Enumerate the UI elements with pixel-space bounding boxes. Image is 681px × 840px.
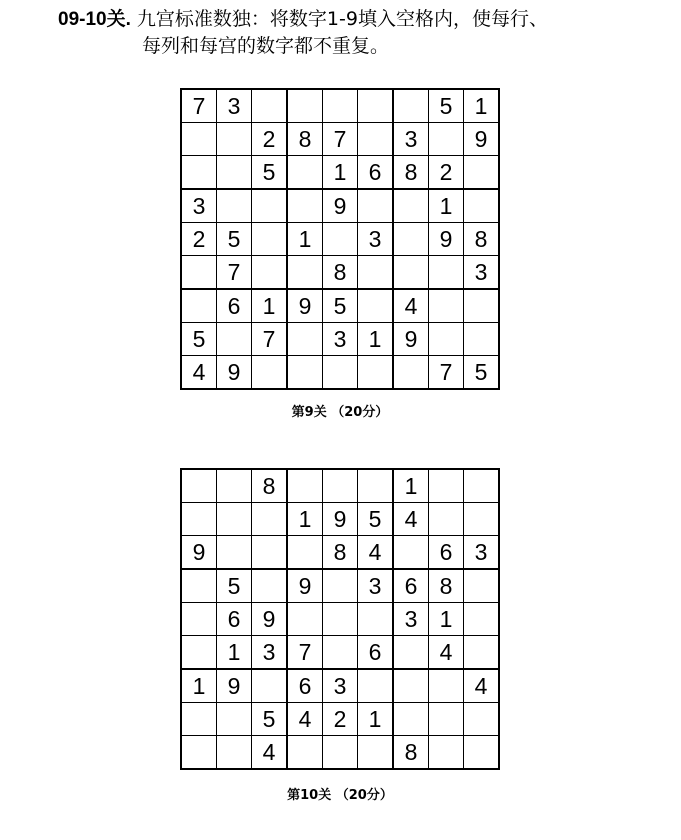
grid-row [181, 123, 499, 156]
empty-cell[interactable] [181, 503, 217, 536]
given-cell: 9 [181, 536, 217, 570]
sudoku-grid-level-9 [180, 88, 500, 390]
empty-cell[interactable] [464, 323, 500, 356]
empty-cell[interactable] [393, 189, 429, 223]
given-cell: 8 [464, 223, 500, 256]
empty-cell[interactable] [358, 469, 394, 503]
empty-cell[interactable] [323, 569, 358, 603]
grid-row [181, 569, 499, 603]
given-cell: 5 [464, 356, 500, 390]
empty-cell[interactable] [287, 189, 323, 223]
empty-cell[interactable] [217, 703, 252, 736]
caption-level-10: 第10关 （20分） [287, 788, 393, 803]
given-cell: 1 [252, 289, 288, 323]
empty-cell[interactable] [358, 289, 394, 323]
given-cell: 3 [393, 123, 429, 156]
given-cell: 9 [393, 323, 429, 356]
grid-row [181, 256, 499, 290]
empty-cell[interactable] [464, 469, 500, 503]
given-cell: 7 [429, 356, 464, 390]
empty-cell[interactable] [393, 223, 429, 256]
sudoku-grid-level-10 [180, 468, 500, 770]
empty-cell[interactable] [393, 669, 429, 703]
given-cell: 6 [217, 289, 252, 323]
instructions-header [58, 6, 668, 60]
grid-row [181, 289, 499, 323]
grid-row [181, 603, 499, 636]
grid-row [181, 669, 499, 703]
given-cell: 5 [358, 503, 394, 536]
empty-cell[interactable] [323, 469, 358, 503]
given-cell: 7 [323, 123, 358, 156]
given-cell: 9 [217, 669, 252, 703]
given-cell: 8 [393, 156, 429, 190]
given-cell: 9 [464, 123, 500, 156]
given-cell: 3 [181, 189, 217, 223]
empty-cell[interactable] [181, 256, 217, 290]
given-cell: 7 [287, 636, 323, 670]
empty-cell[interactable] [464, 703, 500, 736]
empty-cell[interactable] [217, 123, 252, 156]
given-cell: 5 [181, 323, 217, 356]
given-cell: 9 [323, 189, 358, 223]
given-cell: 1 [181, 669, 217, 703]
given-cell: 9 [252, 603, 288, 636]
empty-cell[interactable] [287, 356, 323, 390]
empty-cell[interactable] [287, 256, 323, 290]
given-cell: 1 [429, 603, 464, 636]
empty-cell[interactable] [358, 256, 394, 290]
given-cell: 3 [217, 89, 252, 123]
empty-cell[interactable] [287, 536, 323, 570]
given-cell: 5 [217, 223, 252, 256]
given-cell: 2 [429, 156, 464, 190]
given-cell: 6 [217, 603, 252, 636]
empty-cell[interactable] [323, 89, 358, 123]
given-cell: 5 [323, 289, 358, 323]
caption-level-9: 第9关 （20分） [291, 405, 389, 420]
given-cell: 2 [181, 223, 217, 256]
given-cell: 5 [252, 703, 288, 736]
given-cell: 1 [323, 156, 358, 190]
empty-cell[interactable] [252, 503, 288, 536]
empty-cell[interactable] [393, 256, 429, 290]
empty-cell[interactable] [181, 569, 217, 603]
empty-cell[interactable] [287, 469, 323, 503]
given-cell: 7 [217, 256, 252, 290]
given-cell: 4 [429, 636, 464, 670]
empty-cell[interactable] [429, 289, 464, 323]
grid-row [181, 536, 499, 570]
grid-row [181, 323, 499, 356]
empty-cell[interactable] [464, 736, 500, 770]
given-cell: 9 [287, 289, 323, 323]
empty-cell[interactable] [217, 503, 252, 536]
grid-row [181, 356, 499, 390]
empty-cell[interactable] [252, 189, 288, 223]
given-cell: 1 [217, 636, 252, 670]
empty-cell[interactable] [393, 536, 429, 570]
empty-cell[interactable] [429, 703, 464, 736]
grid-row [181, 703, 499, 736]
given-cell: 8 [323, 256, 358, 290]
given-cell: 4 [358, 536, 394, 570]
empty-cell[interactable] [217, 189, 252, 223]
empty-cell[interactable] [287, 89, 323, 123]
empty-cell[interactable] [464, 289, 500, 323]
empty-cell[interactable] [464, 636, 500, 670]
given-cell: 3 [464, 536, 500, 570]
empty-cell[interactable] [217, 156, 252, 190]
empty-cell[interactable] [393, 703, 429, 736]
empty-cell[interactable] [358, 189, 394, 223]
empty-cell[interactable] [429, 123, 464, 156]
grid-row [181, 636, 499, 670]
empty-cell[interactable] [252, 223, 288, 256]
empty-cell[interactable] [429, 503, 464, 536]
empty-cell[interactable] [429, 323, 464, 356]
given-cell: 6 [358, 156, 394, 190]
given-cell: 3 [358, 569, 394, 603]
given-cell: 3 [323, 323, 358, 356]
empty-cell[interactable] [358, 736, 394, 770]
given-cell: 1 [429, 189, 464, 223]
empty-cell[interactable] [429, 469, 464, 503]
empty-cell[interactable] [181, 469, 217, 503]
empty-cell[interactable] [181, 703, 217, 736]
given-cell: 8 [323, 536, 358, 570]
given-cell: 3 [464, 256, 500, 290]
given-cell: 8 [252, 469, 288, 503]
empty-cell[interactable] [252, 669, 288, 703]
grid-row [181, 223, 499, 256]
given-cell: 4 [181, 356, 217, 390]
given-cell: 4 [464, 669, 500, 703]
empty-cell[interactable] [181, 289, 217, 323]
grid-row [181, 736, 499, 770]
empty-cell[interactable] [358, 123, 394, 156]
empty-cell[interactable] [323, 356, 358, 390]
given-cell: 2 [323, 703, 358, 736]
empty-cell[interactable] [429, 256, 464, 290]
given-cell: 2 [252, 123, 288, 156]
empty-cell[interactable] [181, 123, 217, 156]
given-cell: 3 [358, 223, 394, 256]
given-cell: 3 [393, 603, 429, 636]
given-cell: 8 [393, 736, 429, 770]
empty-cell[interactable] [287, 156, 323, 190]
empty-cell[interactable] [181, 156, 217, 190]
empty-cell[interactable] [252, 536, 288, 570]
given-cell: 1 [358, 323, 394, 356]
grid-row [181, 469, 499, 503]
empty-cell[interactable] [358, 89, 394, 123]
empty-cell[interactable] [217, 323, 252, 356]
instruction-line-2: 每列和每宫的数字都不重复。 [142, 35, 390, 57]
given-cell: 7 [252, 323, 288, 356]
instruction-text-1: 九宫标准数独：将数字1-9填入空格内，使每行、 [136, 8, 548, 30]
empty-cell[interactable] [464, 189, 500, 223]
empty-cell[interactable] [323, 223, 358, 256]
empty-cell[interactable] [358, 356, 394, 390]
empty-cell[interactable] [181, 736, 217, 770]
given-cell: 6 [393, 569, 429, 603]
empty-cell[interactable] [287, 736, 323, 770]
empty-cell[interactable] [287, 323, 323, 356]
given-cell: 3 [252, 636, 288, 670]
empty-cell[interactable] [393, 89, 429, 123]
empty-cell[interactable] [323, 603, 358, 636]
given-cell: 6 [429, 536, 464, 570]
given-cell: 1 [287, 503, 323, 536]
given-cell: 6 [358, 636, 394, 670]
empty-cell[interactable] [464, 603, 500, 636]
empty-cell[interactable] [464, 503, 500, 536]
given-cell: 5 [429, 89, 464, 123]
empty-cell[interactable] [358, 669, 394, 703]
empty-cell[interactable] [252, 356, 288, 390]
given-cell: 4 [393, 289, 429, 323]
empty-cell[interactable] [217, 736, 252, 770]
instruction-line-1 [58, 6, 668, 33]
empty-cell[interactable] [181, 603, 217, 636]
given-cell: 9 [287, 569, 323, 603]
empty-cell[interactable] [252, 89, 288, 123]
empty-cell[interactable] [429, 669, 464, 703]
empty-cell[interactable] [217, 536, 252, 570]
given-cell: 9 [323, 503, 358, 536]
empty-cell[interactable] [252, 256, 288, 290]
given-cell: 5 [217, 569, 252, 603]
given-cell: 4 [252, 736, 288, 770]
given-cell: 3 [323, 669, 358, 703]
empty-cell[interactable] [429, 736, 464, 770]
given-cell: 1 [393, 469, 429, 503]
grid-row [181, 189, 499, 223]
empty-cell[interactable] [393, 356, 429, 390]
empty-cell[interactable] [323, 636, 358, 670]
given-cell: 4 [393, 503, 429, 536]
given-cell: 5 [252, 156, 288, 190]
given-cell: 9 [217, 356, 252, 390]
given-cell: 1 [464, 89, 500, 123]
empty-cell[interactable] [287, 603, 323, 636]
grid-row [181, 156, 499, 190]
empty-cell[interactable] [252, 569, 288, 603]
given-cell: 4 [287, 703, 323, 736]
given-cell: 1 [358, 703, 394, 736]
empty-cell[interactable] [393, 636, 429, 670]
empty-cell[interactable] [323, 736, 358, 770]
grid-row [181, 89, 499, 123]
grid-row [181, 503, 499, 536]
given-cell: 8 [287, 123, 323, 156]
given-cell: 7 [181, 89, 217, 123]
given-cell: 1 [287, 223, 323, 256]
given-cell: 9 [429, 223, 464, 256]
empty-cell[interactable] [181, 636, 217, 670]
empty-cell[interactable] [464, 156, 500, 190]
given-cell: 6 [287, 669, 323, 703]
empty-cell[interactable] [464, 569, 500, 603]
empty-cell[interactable] [358, 603, 394, 636]
given-cell: 8 [429, 569, 464, 603]
level-range: 09-10关. [58, 9, 131, 30]
empty-cell[interactable] [217, 469, 252, 503]
